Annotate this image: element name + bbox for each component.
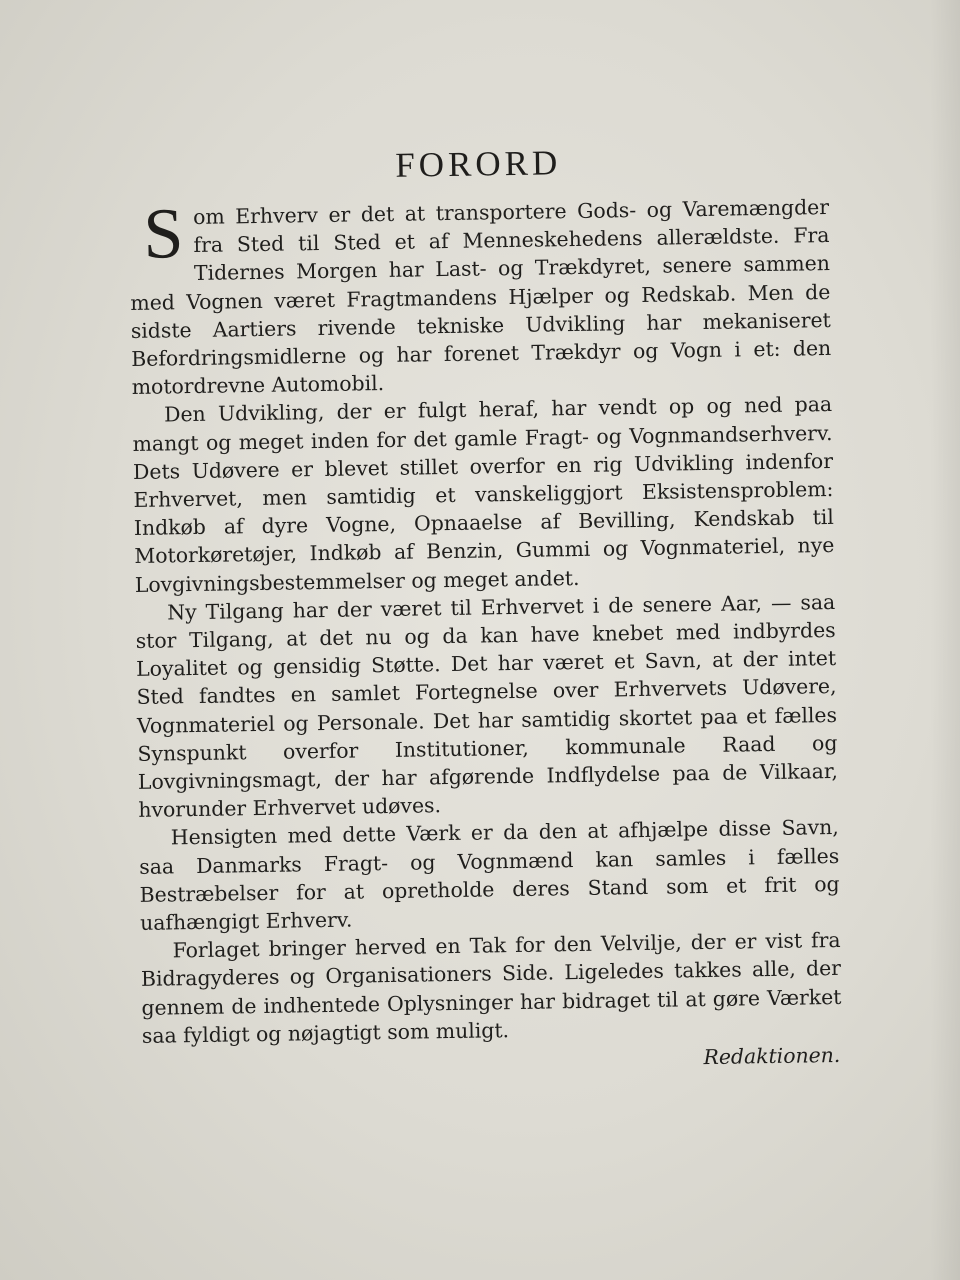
paragraph-3: Ny Tilgang har der været til Erhvervet i de senere Aar, — saa stor Tilgang, at det nu og da kan have knebet med indbyrdes Loyalitet og gensidig Støtte. Det har været et Savn, at der intet Sted fandtes en samlet Fortegnelse over Erhvervets Udøvere, Vognmateriel og Personale. Det har samtidig skortet paa et fælles Synspunkt overfor Institutioner, kommunale Raad og Lovgivningsmagt, der har afgørende Indflydelse paa de Vilkaar, hvorunder Erhvervet udøves. <box>135 589 839 823</box>
preface-text-block <box>128 139 843 1080</box>
paragraph-1 <box>129 193 832 401</box>
page-title: FORORD <box>394 143 562 185</box>
signature: Redaktionen. <box>703 1043 841 1070</box>
page-edge-shadow <box>930 0 960 1280</box>
paragraph-5: Forlaget bringer herved en Tak for den Velvilje, der er vist fra Bidragyderes og Organisationers Side. Ligeledes takkes alle, der gennem de indhentede Oplysninger har bidraget til at gøre Værket saa fyldigt og nøjagtigt som muligt. <box>140 928 842 1048</box>
paragraph-2: Den Udvikling, der er fulgt heraf, har vendt op og ned paa mangt og meget inden for det gamle Fragt- og Vognmandserhverv. Dets Udøvere er blevet stillet overfor en rig Udvikling indenfor Erhvervet, men samtidig et vanskeliggjort Eksistensproblem: Indkøb af dyre Vogne, Opnaaelse af Bevilling, Kendskab til Motorkøretøjer, Indkøb af Benzin, Gummi og Vognmateriel, nye Lovgivningsbestemmelser og meget andet. <box>132 392 835 597</box>
paragraph-1-text: om Erhverv er det at transportere Gods- og Varemængder fra Sted til Sted et af Menneskehedens allerældste. Fra Tidernes Morgen har Last- og Trækdyret, senere sammen med Vognen været Fragtmandens Hjælper og Redskab. Men de sidste Aartiers rivende tekniske Udvikling har mekaniseret Befordringsmidlerne og har forenet Trækdyr og Vogn i et: den motordrevne Automobil. <box>130 194 832 400</box>
paragraph-4: Hensigten med dette Værk er da den at afhjælpe disse Savn, saa Danmarks Fragt- og Vognmænd kan samles i fælles Bestræbelser for at opretholde deres Stand som et frit og uafhængigt Erhverv. <box>139 815 840 935</box>
drop-cap-letter: S <box>142 193 184 274</box>
